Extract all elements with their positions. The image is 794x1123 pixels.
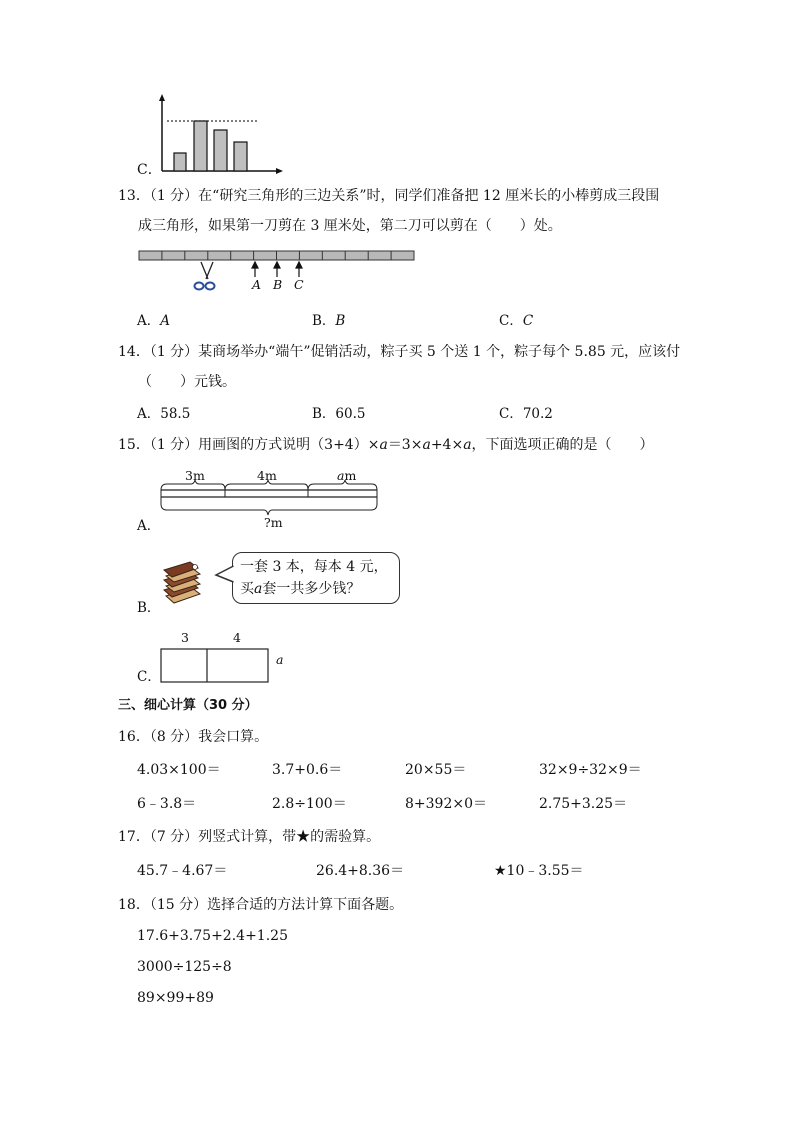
q15-stem [118,435,654,455]
q15-stem-part2: ＝3× [387,437,423,453]
bar-2 [194,121,207,171]
q14-option-c[interactable]: C．70.2 [499,406,553,422]
q16-item: 32×9÷32×9＝ [539,762,642,778]
q15-c-top-label-2: 4 [233,630,241,645]
bar-1 [174,153,186,171]
books-icon [158,558,208,608]
q15-option-a[interactable]: A． [137,518,161,534]
q16-item: 6﹣3.8＝ [137,796,197,812]
q13-option-c-label: C． [499,313,523,329]
q12-option-c-bar-chart [155,93,285,175]
q13-mark-a: A [252,277,262,292]
q15-stem-part4: ，下面选项正确的是（ ） [471,437,654,453]
q16-item: 2.8÷100＝ [272,796,347,812]
q15-var-a: a [422,437,431,453]
q15-var-a: a [463,437,472,453]
q14-stem-line1: 14．（1 分）某商场举办“端午”促销活动，粽子买 5 个送 1 个，粽子每个 5.85 元，应该付 [118,344,681,360]
q15-a-seg1-label: 3m [185,468,205,483]
q18-title: 18．（15 分）选择合适的方法计算下面各题。 [118,897,404,913]
q15-var-a: a [379,437,388,453]
q13-stem-line2: 成三角形，如果第一刀剪在 3 厘米处，第二刀可以剪在（ ）处。 [138,218,562,234]
q15-option-b[interactable]: B． [137,600,161,616]
q13-option-a[interactable] [137,311,170,331]
q15-option-c[interactable]: C． [137,669,161,685]
section-3-title: 三、细心计算（30 分） [118,698,258,713]
q17-item: 45.7﹣4.67＝ [137,863,228,879]
q15-var-a: a [254,581,263,597]
q17-title: 17．（7 分）列竖式计算，带★的需验算。 [118,829,381,845]
q15-b-bubble-line2 [240,578,360,600]
q13-option-b-label: B． [312,313,336,329]
q17-item: ★10﹣3.55＝ [494,863,584,879]
q18-item: 89×99+89 [137,990,214,1006]
q15-a-segment-diagram [158,480,382,520]
q14-stem-line2: （ ）元钱。 [138,374,236,390]
q13-option-a-value: A [160,313,170,329]
q15-a-seg3-unit: m [344,468,357,483]
q18-item: 17.6+3.75+2.4+1.25 [137,928,288,944]
speech-bubble-tail [214,564,236,586]
q16-item: 20×55＝ [405,762,467,778]
q13-mark-b: B [273,277,283,292]
q13-option-c[interactable] [499,311,533,331]
scissors-icon [195,262,215,290]
q15-b-bubble-post: 套一共多少钱？ [262,581,361,597]
q14-option-a[interactable]: A．58.5 [137,406,191,422]
q15-b-bubble-line1: 一套 3 本，每本 4 元， [240,559,388,575]
q18-item: 3000÷125÷8 [137,959,232,975]
q16-item: 3.7+0.6＝ [272,762,343,778]
x-axis-arrow [276,168,283,174]
q13-option-a-label: A． [137,313,161,329]
q15-a-total-label: ?m [264,515,283,530]
q13-option-c-value: C [522,313,534,329]
q15-c-top-label-1: 3 [181,630,189,645]
q17-item: 26.4+8.36＝ [316,863,405,879]
y-axis-arrow [159,94,165,101]
q15-c-side-label: a [276,652,284,667]
q13-stem-line1: 13．（1 分）在“研究三角形的三边关系”时，同学们准备把 12 厘米长的小棒剪成三段围 [118,188,660,204]
q15-a-seg2-label: 4m [257,468,277,483]
q15-b-bubble-pre: 买 [240,581,254,597]
q16-item: 2.75+3.25＝ [539,796,628,812]
bar-4 [234,142,247,171]
bar-3 [214,130,227,171]
q15-stem-part3: +4× [430,437,464,453]
q15-stem-part1: 15．（1 分）用画图的方式说明（3+4）× [118,437,380,453]
q12-option-c-label: C． [137,162,162,178]
q13-option-b-value: B [335,313,346,329]
q13-option-b[interactable] [312,311,345,331]
q15-a-seg3-var: a [337,468,345,483]
q16-title: 16．（8 分）我会口算。 [118,729,269,745]
q13-mark-c: C [294,277,304,292]
q16-item: 4.03×100＝ [137,762,221,778]
q16-item: 8+392×0＝ [405,796,487,812]
q15-c-rectangle-diagram [160,648,270,684]
q14-option-b[interactable]: B．60.5 [312,406,366,422]
